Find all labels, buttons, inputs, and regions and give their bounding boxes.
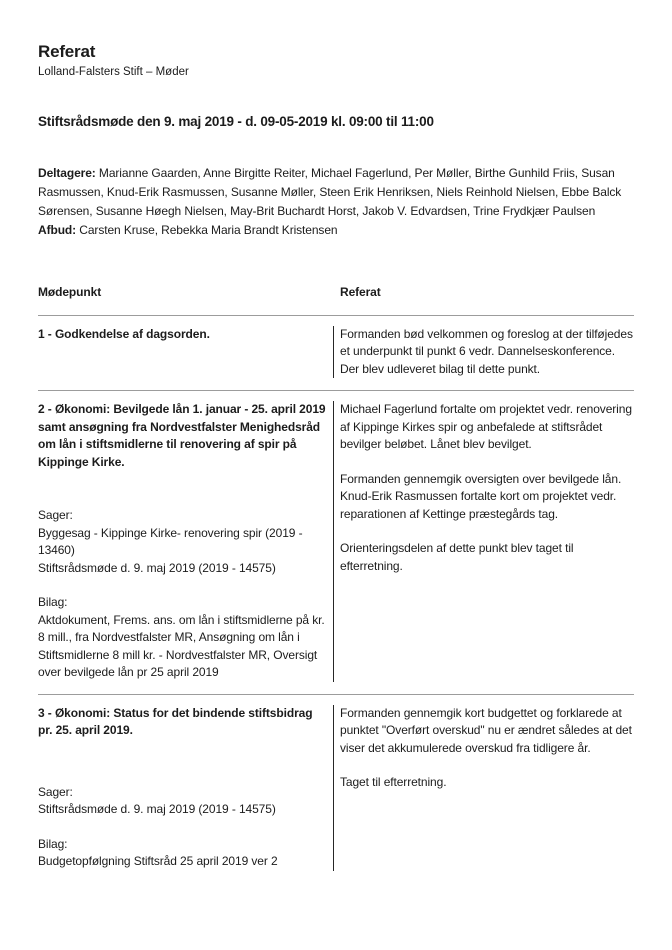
sager-item: Stiftsrådsmøde d. 9. maj 2019 (2019 - 14575) [38,560,276,575]
bilag-item: Aktdokument, Frems. ans. om lån i stiftsmidlerne på kr. 8 mill., fra Nordvestfalster MR, Ansøgning om lån i Stiftsmidlerne 8 mill kr. - Nordvestfalster MR, Oversigt over bevilgede lån pr 25 april 2019 [38,612,325,679]
table-row [38,391,634,695]
doc-subtitle: Lolland-Falsters Stift – Møder [38,66,189,78]
table-header-moedepunkt: Mødepunkt [38,285,102,299]
spacer [38,740,329,784]
minutes-paragraph: Orienteringsdelen af dette punkt blev taget til efterretning. [340,541,574,573]
bilag-label: Bilag: [38,836,68,851]
minutes-cell [333,326,634,379]
sager-label: Sager: [38,784,73,799]
bilag-item: Budgetopfølgning Stiftsråd 25 april 2019 ver 2 [38,854,278,868]
attendees-block [38,164,634,240]
table-header-row [38,284,634,316]
minutes-paragraph: Formanden gennemgik oversigten over bevilgede lån. Knud-Erik Rasmussen fortalte kort om projektet vedr. reparationen af Kettinge præstegårds tag. [340,471,622,521]
topic-title: 1 - Godkendelse af dagsorden. [38,326,210,341]
sager-item: Byggesag - Kippinge Kirke- renovering spir (2019 - 13460) [38,525,303,557]
minutes-cell [333,401,634,682]
spacer [38,471,329,507]
table-row [38,316,634,392]
topic-cell [38,705,333,871]
bilag-block [38,836,329,871]
afbud-label: Afbud: [38,223,77,237]
minutes-paragraph: Michael Fagerlund fortalte om projektet vedr. renovering af Kippinge Kirkes spir og anbefalede at stiftsrådet bevilger beløbet. Lånet blev bevilget. [340,402,632,451]
minutes-paragraph: Formanden gennemgik kort budgettet og forklarede at punktet "Overført overskud" nu er ændret således at det viser det akkumulerede overskud fra tidligere år. [340,705,632,755]
bilag-label: Bilag: [38,595,68,609]
deltagere-names: Marianne Gaarden, Anne Birgitte Reiter, Michael Fagerlund, Per Møller, Birthe Gunhild Friis, Susan Rasmussen, Knud-Erik Rasmussen, Susanne Møller, Steen Erik Henriksen, Niels Reinhold Nielsen, Ebbe Balck Sørensen, Susanne Høegh Nielsen, May-Brit Buchardt Horst, Jakob V. Edvardsen, Trine Frydkjær Paulsen [38,166,622,218]
topic-cell [38,326,333,379]
minutes-table [38,284,634,883]
minutes-cell [333,705,634,871]
deltagere-label: Deltagere: [38,166,96,180]
sager-label: Sager: [38,508,73,522]
afbud-names: Carsten Kruse, Rebekka Maria Brandt Kristensen [76,223,338,237]
sager-block [38,507,329,577]
table-row [38,695,634,883]
topic-title: 2 - Økonomi: Bevilgede lån 1. januar - 25. april 2019 samt ansøgning fra Nordvestfalster Menighedsråd om lån i stiftsmidlerne til renovering af spir på Kippinge Kirke. [38,402,326,469]
meeting-title: Stiftsrådsmøde den 9. maj 2019 - d. 09-05-2019 kl. 09:00 til 11:00 [38,114,434,129]
bilag-block [38,594,329,682]
table-header-referat: Referat [340,285,381,299]
topic-title: 3 - Økonomi: Status for det bindende stiftsbidrag pr. 25. april 2019. [38,705,313,737]
minutes-paragraph: Formanden bød velkommen og foreslog at der tilføjedes et underpunkt til punkt 6 vedr. Dannelseskonference. Der blev udleveret bilag til dette punkt. [340,326,633,376]
sager-block [38,784,329,819]
topic-cell [38,401,333,682]
doc-title: Referat [38,42,96,61]
sager-item: Stiftsrådsmøde d. 9. maj 2019 (2019 - 14575) [38,802,276,816]
minutes-paragraph: Taget til efterretning. [340,775,447,789]
